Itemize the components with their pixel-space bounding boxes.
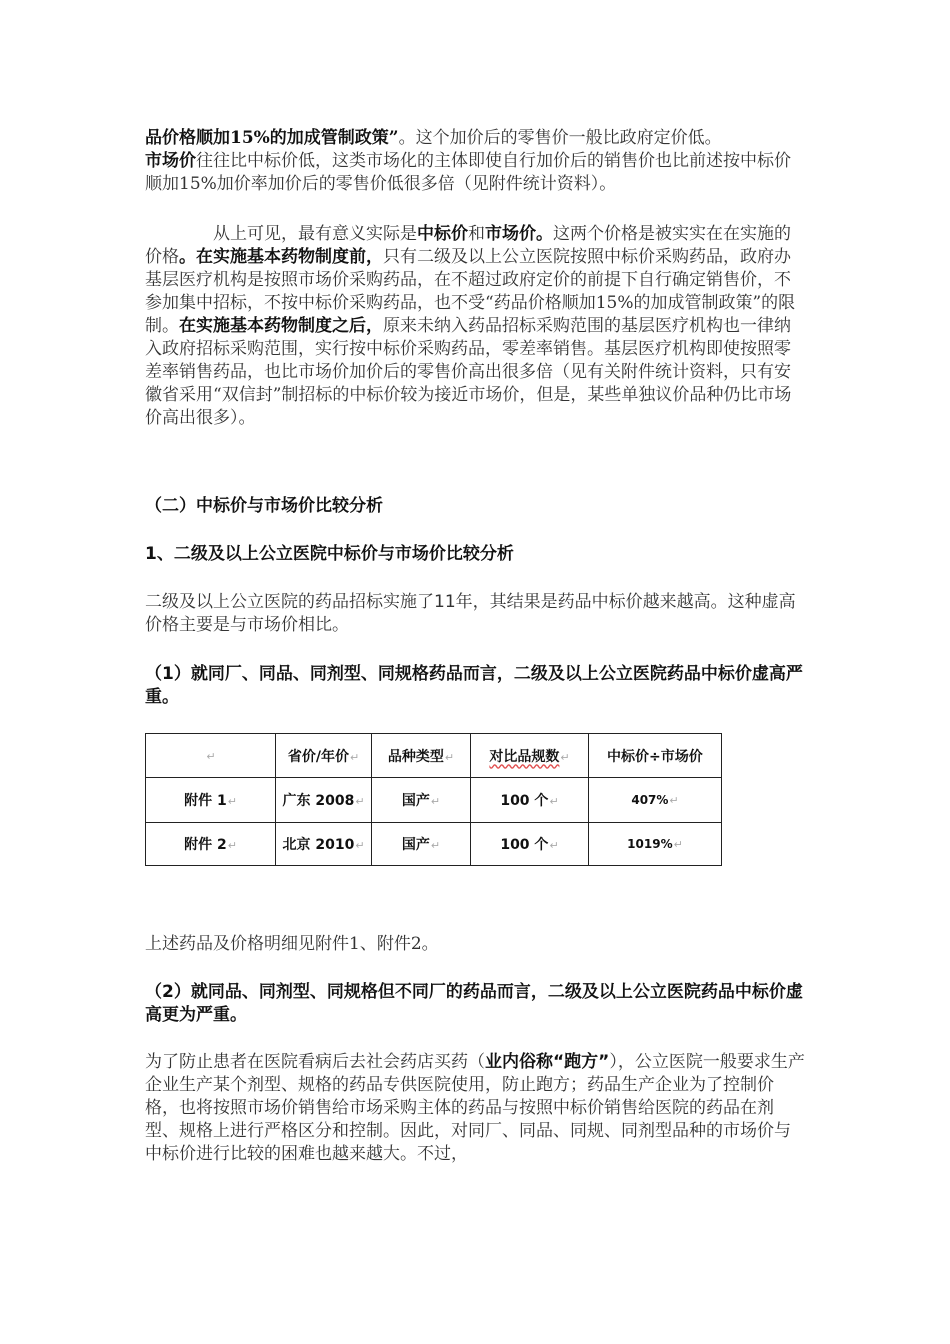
table-cell: 100 个↵ [471, 778, 589, 823]
table-row [146, 823, 722, 866]
paragraph-5-bold-b: 业内俗称“跑方” [485, 1052, 610, 1072]
paragraph-3: 二级及以上公立医院的药品招标实施了11年，其结果是药品中标价越来越高。这种虚高价格主要是与市场价相比。 [145, 592, 796, 635]
table-header-row [146, 734, 722, 778]
paragraph-2-text-g: 只有二级及以上公立医院按照中标价采购药品，政府办基层医疗机构是按照市场价采购药品，在不超过政府定价的前提下自行确定销售价，不参加集中招标，不按中标价采购药品，也不受“药品价格顺加15%的加成管制政策”的限制。 [145, 247, 796, 336]
table-row [146, 778, 722, 823]
paragraph-2-text-e: 这两个价格是被实实在在实施的价格 [145, 224, 791, 267]
table-header-cell [146, 734, 276, 778]
table-header-cell: 省价/年价↵ [276, 734, 372, 778]
paragraph-2-bold-h: 在实施基本药物制度之后， [179, 316, 383, 336]
table-header-cell: 品种类型↵ [372, 734, 471, 778]
table-cell: 1019%↵ [589, 823, 722, 866]
paragraph-5 [145, 1051, 807, 1166]
item-1-heading: （1）就同厂、同品、同剂型、同规格药品而言，二级及以上公立医院药品中标价虚高严重。 [145, 664, 803, 707]
paragraph-1-text-a: 。这个加价后的零售价一般比政府定价低。 [398, 128, 722, 148]
paragraph-2-bold-d: 市场价。 [485, 224, 553, 244]
paragraph-1-text-b: 往往比中标价低，这类市场化的主体即使自行加价后的销售价也比前述按中标价顺加15%加价率加价后的零售价低很多倍（见附件统计资料）。 [145, 151, 791, 194]
table-cell: 国产↵ [372, 823, 471, 866]
paragraph-mark: ↵ [206, 749, 216, 763]
table-cell: 100 个↵ [471, 823, 589, 866]
table-cell: 附件 1↵ [146, 778, 276, 823]
paragraph-5-text-a: 为了防止患者在医院看病后去社会药店买药（ [145, 1052, 485, 1072]
paragraph-2-text-i: 原来未纳入药品招标采购范围的基层医疗机构也一律纳入政府招标采购范围，实行按中标价采购药品，零差率销售。基层医疗机构即使按照零差率销售药品，也比市场价加价后的零售价高出很多倍（见有关附件统计资料，只有安徽省采用“双信封”制招标的中标价较为接近市场价，但是，某些单独议价品种仍比市场价高出很多）。 [145, 316, 792, 428]
table-cell: 北京 2010↵ [276, 823, 372, 866]
subsection-1-heading: 1、二级及以上公立医院中标价与市场价比较分析 [145, 544, 514, 564]
paragraph-2-bold-f: 。在实施基本药物制度前， [179, 247, 383, 267]
table-cell: 国产↵ [372, 778, 471, 823]
paragraph-2 [145, 223, 807, 430]
paragraph-1 [145, 127, 807, 196]
paragraph-1-bold-b: 市场价 [145, 151, 196, 171]
section-2-heading: （二）中标价与市场价比较分析 [145, 496, 383, 516]
paragraph-2-bold-b: 中标价 [417, 224, 468, 244]
paragraph-4: 上述药品及价格明细见附件1、附件2。 [145, 934, 439, 954]
table-cell: 附件 2↵ [146, 823, 276, 866]
table-header-cell: 中标价÷市场价 [589, 734, 722, 778]
price-comparison-table [145, 733, 722, 866]
item-2-heading: （2）就同品、同剂型、同规格但不同厂的药品而言，二级及以上公立医院药品中标价虚高更为严重。 [145, 982, 803, 1025]
paragraph-1-bold-a: 品价格顺加15%的加成管制政策” [145, 128, 399, 148]
table-cell: 广东 2008↵ [276, 778, 372, 823]
table-cell: 407%↵ [589, 778, 722, 823]
paragraph-2-text-c: 和 [468, 224, 485, 244]
paragraph-2-text-a: 从上可见，最有意义实际是 [213, 224, 417, 244]
table-header-cell: 对比品规数↵ [471, 734, 589, 778]
paragraph-5-text-c: ），公立医院一般要求生产企业生产某个剂型、规格的药品专供医院使用，防止跑方；药品生产企业为了控制价格，也将按照市场价销售给市场采购主体的药品与按照中标价销售给医院的药品在剂型、规格上进行严格区分和控制。因此，对同厂、同品、同规、同剂型品种的市场价与中标价进行比较的困难也越来越大。不过， [145, 1052, 805, 1164]
